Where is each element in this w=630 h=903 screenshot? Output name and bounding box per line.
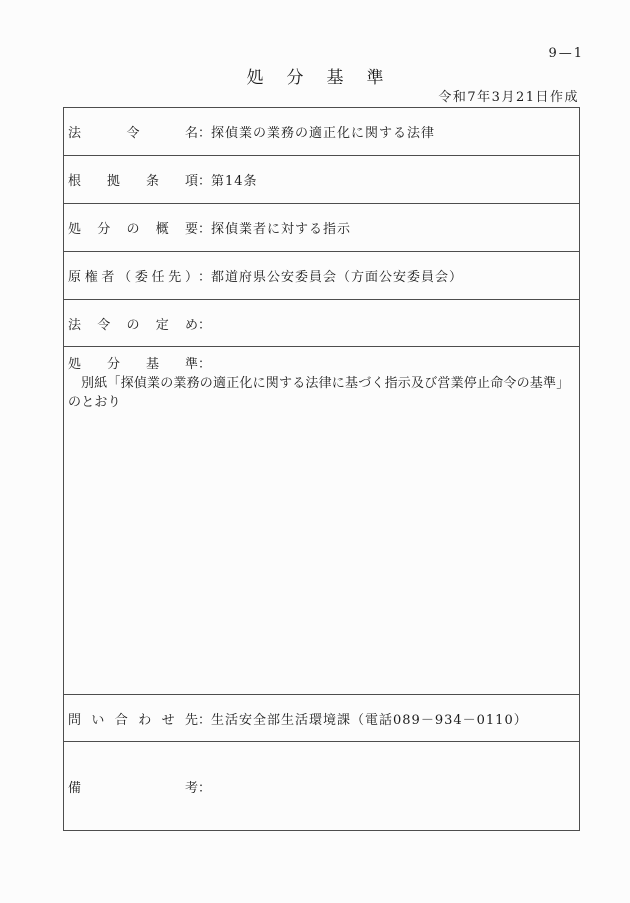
field-label-legal-basis: 根拠条項 bbox=[68, 174, 198, 189]
field-label-disposition-criteria: 処分基準 bbox=[68, 357, 198, 372]
row-disposition-summary bbox=[64, 204, 579, 252]
field-value-contact: 生活安全部生活環境課（電話089－934－0110） bbox=[211, 712, 528, 728]
field-label-law-name: 法令名 bbox=[68, 126, 198, 141]
row-remarks bbox=[64, 742, 579, 830]
criteria-body-line-1: 別紙「探偵業の業務の適正化に関する法律に基づく指示及び営業停止命令の基準」 bbox=[81, 376, 570, 391]
colon-separator: ： bbox=[198, 780, 212, 796]
field-label-contact: 問い合わせ先 bbox=[68, 712, 198, 728]
field-value-law-name: 探偵業の業務の適正化に関する法律 bbox=[211, 126, 436, 141]
row-contact bbox=[64, 695, 579, 742]
page-title: 処分基準 bbox=[246, 68, 407, 88]
colon-separator: ： bbox=[198, 222, 212, 237]
colon-separator: ： bbox=[198, 126, 212, 141]
row-law-name bbox=[64, 108, 579, 156]
creation-date: 令和7年3月21日作成 bbox=[438, 90, 579, 105]
colon-separator: ： bbox=[198, 270, 212, 285]
field-label-remarks: 備考 bbox=[68, 780, 198, 796]
colon-separator: ： bbox=[198, 712, 212, 728]
field-label-legal-provision: 法令の定め bbox=[68, 317, 198, 333]
field-label-original-authority: 原権者（委任先） bbox=[68, 270, 198, 285]
row-disposition-criteria bbox=[64, 347, 579, 695]
field-value-legal-basis: 第14条 bbox=[211, 174, 258, 189]
row-legal-provision bbox=[64, 300, 579, 347]
page-number: 9—1 bbox=[548, 46, 584, 61]
colon-separator: ： bbox=[198, 174, 212, 189]
field-label-disposition-summary: 処分の概要 bbox=[68, 222, 198, 237]
colon-separator: ： bbox=[198, 317, 212, 333]
criteria-body-line-2: のとおり bbox=[68, 395, 121, 410]
colon-separator: ： bbox=[198, 357, 212, 372]
field-value-original-authority: 都道府県公安委員会（方面公安委員会） bbox=[211, 270, 464, 285]
row-legal-basis bbox=[64, 156, 579, 204]
disposition-form-table bbox=[63, 107, 580, 831]
field-value-disposition-summary: 探偵業者に対する指示 bbox=[211, 222, 352, 237]
row-original-authority bbox=[64, 252, 579, 300]
